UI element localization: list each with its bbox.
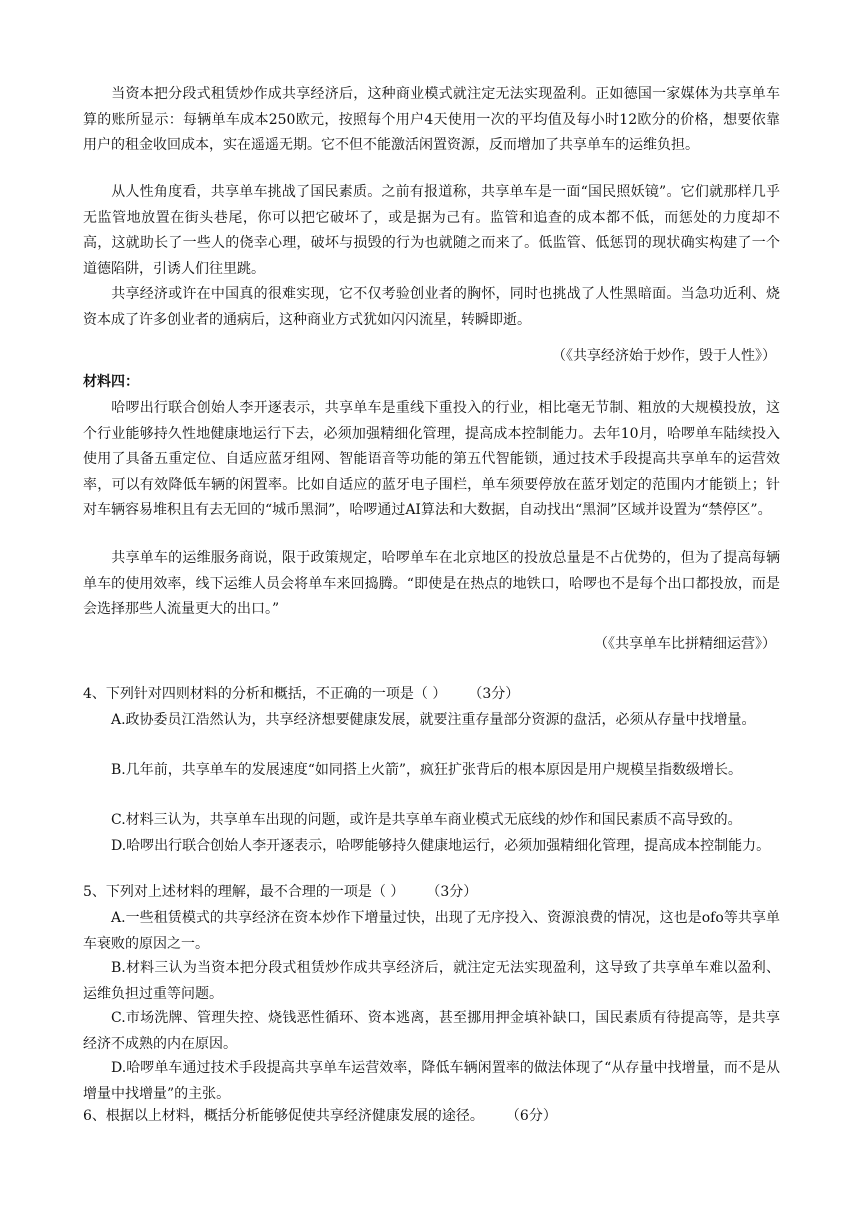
question-score: （3分） xyxy=(468,686,520,702)
question-5-option-c xyxy=(83,1006,780,1057)
question-6-stem xyxy=(83,1104,780,1130)
paragraph-text: 共享单车的运维服务商说，限于政策规定，哈啰单车在北京地区的投放总量是不占优势的，但为了提高每辆单车的使用效率，线下运维人员会将单车来回捣腾。“即使是在热点的地铁口，哈啰也不是每个出口都投放，而是会选择那些人流量更大的出口。” xyxy=(83,550,780,618)
question-text: 5、下列对上述材料的理解，最不合理的一项是（ ） xyxy=(83,884,405,900)
option-text: A.一些租赁模式的共享经济在资本炒作下增量过快，出现了无序投入、资源浪费的情况，这也是ofo等共享单车衰败的原因之一。 xyxy=(83,910,780,952)
material4-heading: 材料四： xyxy=(83,374,139,390)
question-5-option-d xyxy=(83,1056,780,1107)
source-citation-material3: （《共享经济始于炒作，毁于人性》） xyxy=(552,348,776,364)
question-4-option-a xyxy=(83,708,780,734)
question-text: 6、根据以上材料，概括分析能够促使共享经济健康发展的途径。 xyxy=(83,1108,484,1124)
option-text: B.几年前，共享单车的发展速度“如同搭上火箭”，疯狂扩张背后的根本原因是用户规模呈指数级增长。 xyxy=(111,762,743,778)
paragraph-material3-1 xyxy=(83,82,780,159)
paragraph-text: 从人性角度看，共享单车挑战了国民素质。之前有报道称，共享单车是一面“国民照妖镜”。它们就那样几乎无监管地放置在街头巷尾，你可以把它破坏了，或是据为己有。监管和追查的成本都不低，而惩处的力度却不高，这就助长了一些人的侥幸心理，破坏与损毁的行为也就随之而来了。低监管、低惩罚的现状确实构建了一个道德陷阱，引诱人们往里跳。 xyxy=(83,184,780,277)
question-score: （3分） xyxy=(426,884,478,900)
question-5-stem xyxy=(83,880,780,906)
option-text: A.政协委员江浩然认为，共享经济想要健康发展，就要注重存量部分资源的盘活，必须从存量中找增量。 xyxy=(111,712,756,728)
option-text: C.材料三认为，共享单车出现的问题，或许是共享单车商业模式无底线的炒作和国民素质不高导致的。 xyxy=(111,812,742,828)
question-score: （6分） xyxy=(505,1108,557,1124)
paragraph-material4-1 xyxy=(83,396,780,524)
question-4-option-c xyxy=(83,808,780,834)
paragraph-text: 共享经济或许在中国真的很难实现，它不仅考验创业者的胸怀，同时也挑战了人性黑暗面。当急功近利、烧资本成了许多创业者的通病后，这种商业方式犹如闪闪流星，转瞬即逝。 xyxy=(83,286,780,328)
source-citation-material4: （《共享单车比拼精细运营》） xyxy=(594,636,776,652)
question-4-option-b xyxy=(83,758,780,784)
question-4-stem xyxy=(83,682,780,708)
paragraph-text: 哈啰出行联合创始人李开逐表示，共享单车是重线下重投入的行业，相比毫无节制、粗放的大规模投放，这个行业能够持久性地健康地运行下去，必须加强精细化管理，提高成本控制能力。去年10月，哈啰单车陆续投入使用了具备五重定位、自适应蓝牙组网、智能语音等功能的第五代智能锁，通过技术手段提高共享单车的运营效率，可以有效降低车辆的闲置率。比如自适应的蓝牙电子围栏，单车须要停放在蓝牙划定的范围内才能锁上；针对车辆容易堆积且有去无回的“城币黑洞”，哈啰通过AI算法和大数据，自动找出“黑洞”区域并设置为“禁停区”。 xyxy=(83,400,780,519)
question-4-option-d xyxy=(83,834,780,860)
question-5-option-a xyxy=(83,906,780,957)
option-text: D.哈啰出行联合创始人李开逐表示，哈啰能够持久健康地运行，必须加强精细化管理，提高成本控制能力。 xyxy=(111,838,771,854)
paragraph-text: 当资本把分段式租赁炒作成共享经济后，这种商业模式就注定无法实现盈利。正如德国一家媒体为共享单车算的账所显示：每辆单车成本250欧元，按照每个用户4天使用一次的平均值及每小时12欧分的价格，想要依靠用户的租金收回成本，实在遥遥无期。它不但不能激活闲置资源，反而增加了共享单车的运维负担。 xyxy=(83,86,780,154)
option-text: D.哈啰单车通过技术手段提高共享单车运营效率，降低车辆闲置率的做法体现了“从存量中找增量，而不是从增量中找增量”的主张。 xyxy=(83,1060,780,1102)
paragraph-material3-3 xyxy=(83,282,780,333)
question-text: 4、下列针对四则材料的分析和概括，不正确的一项是（ ） xyxy=(83,686,447,702)
question-5-option-b xyxy=(83,956,780,1007)
paragraph-material3-2 xyxy=(83,180,780,282)
paragraph-material4-2 xyxy=(83,546,780,623)
option-text: B.材料三认为当资本把分段式租赁炒作成共享经济后，就注定无法实现盈利，这导致了共享单车难以盈利、运维负担过重等问题。 xyxy=(83,960,780,1002)
option-text: C.市场洗牌、管理失控、烧钱恶性循环、资本逃离，甚至挪用押金填补缺口，国民素质有待提高等，是共享经济不成熟的内在原因。 xyxy=(83,1010,780,1052)
